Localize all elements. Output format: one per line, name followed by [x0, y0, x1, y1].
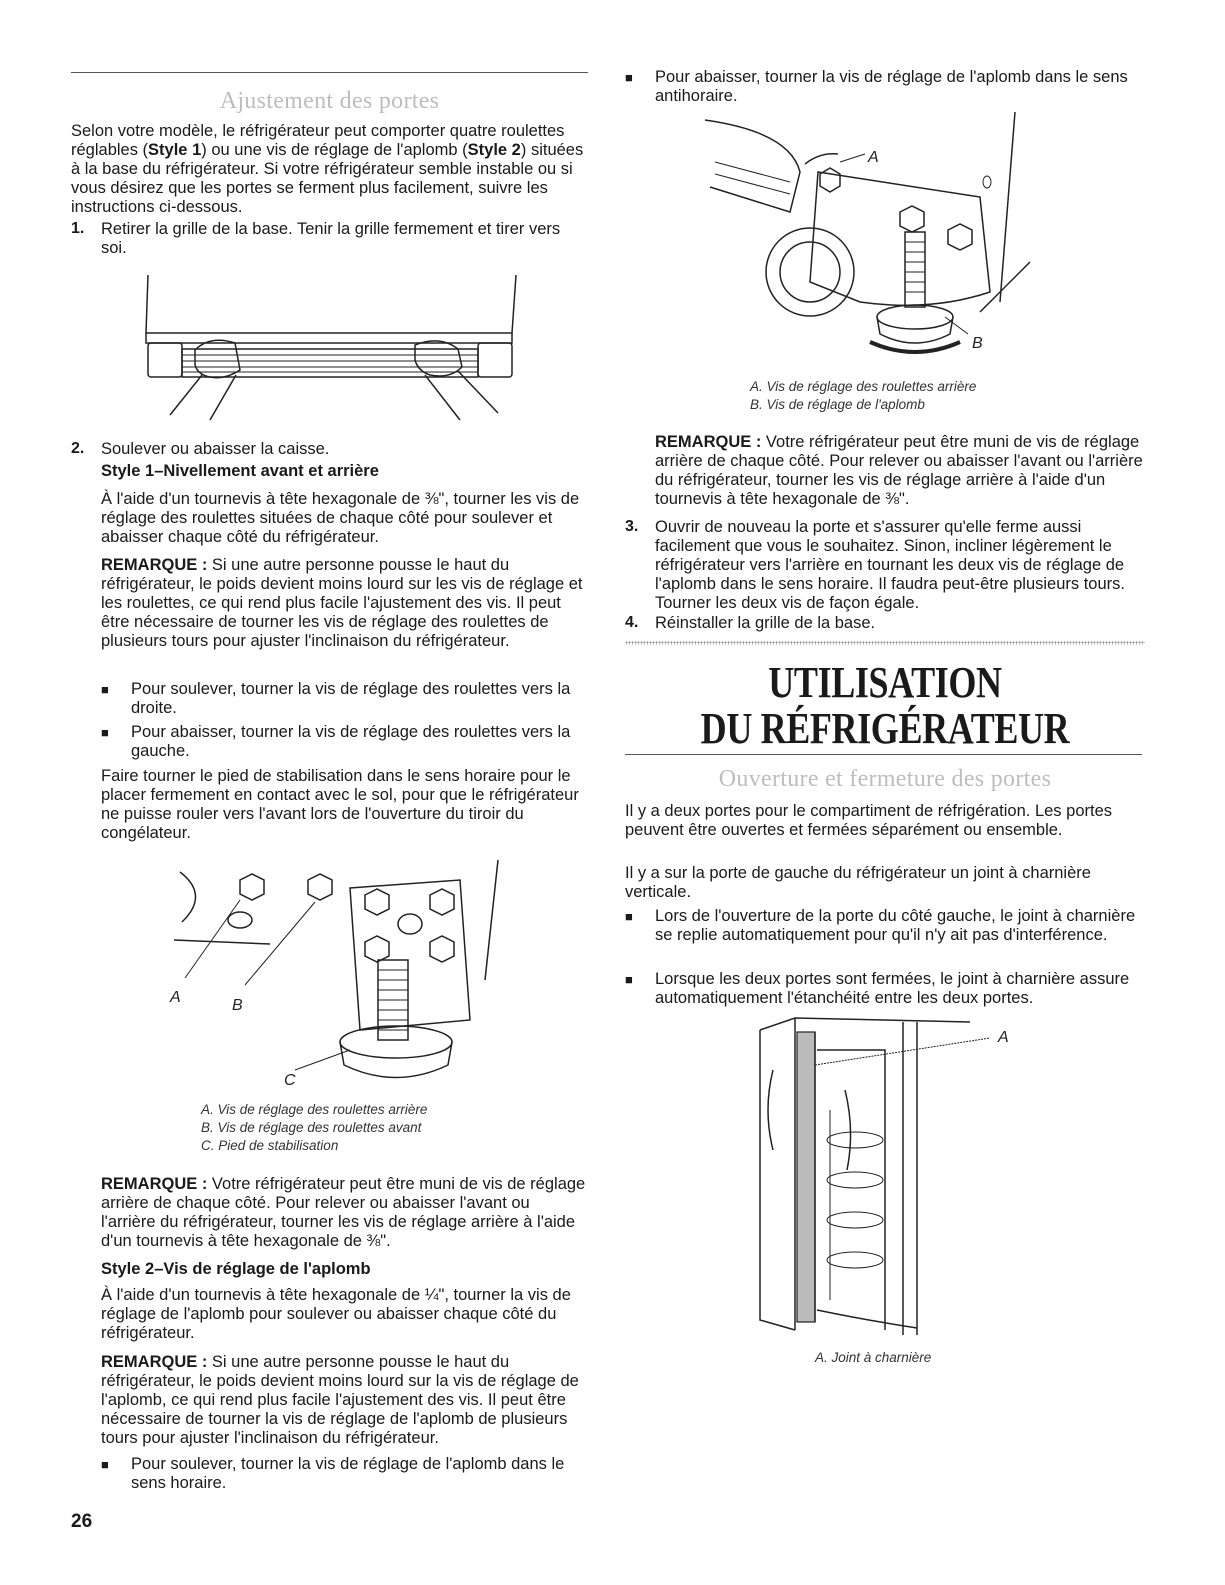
figure-hinged-seal: [755, 1010, 1015, 1340]
page-number: 26: [71, 1511, 93, 1532]
fig3-label-a: A: [868, 149, 879, 166]
style2-heading: Style 2–Vis de réglage de l'aplomb: [101, 1260, 371, 1278]
remark-3: REMARQUE : Si une autre personne pousse le haut du réfrigérateur, le poids devient moins lourd sur la vis de réglage de l'aplomb, ce qui rend plus facile l'ajustement des vis. Il peut être nécessaire de tourner la vis de réglage de l'aplomb de plusieurs tours pour ajuster l'inclinaison du réfrigérateur.: [101, 1353, 579, 1447]
figure-caster-stabilizer: [160, 860, 520, 1090]
fig2-label-c: C: [284, 1072, 296, 1089]
step-1: 1. Retirer la grille de la base. Tenir la grille fermement et tirer vers soi.: [71, 220, 561, 257]
fig2-captions: A. Vis de réglage des roulettes arrière B. Vis de réglage des roulettes avant C. Pied de stabilisation: [201, 1102, 428, 1153]
bullet-lower-casters: ■ Pour abaisser, tourner la vis de réglage des roulettes vers la gauche.: [101, 723, 571, 760]
section-title-door-adjustment: Ajustement des portes: [219, 88, 440, 114]
fig4-caption: A. Joint à charnière: [815, 1350, 932, 1365]
remark-4: REMARQUE : Votre réfrigérateur peut être muni de vis de réglage arrière de chaque côté. Pour relever ou abaisser l'avant ou l'arrière du réfrigérateur, tourner les vis de réglage arrière à l'aide d'un tournevis à tête hexagonale de ⅜".: [655, 433, 1143, 508]
fig3-captions: A. Vis de réglage des roulettes arrière B. Vis de réglage de l'aplomb: [750, 379, 977, 412]
step-3: 3. Ouvrir de nouveau la porte et s'assurer qu'elle ferme aussi facilement que vous le souhaitez. Sinon, incliner légèrement le réfrigérateur vers l'arrière en tournant les deux vis de réglage de l'aplomb dans le sens horaire. Il faudra peut-être plusieurs tours. Tourner les deux vis de façon égale.: [625, 518, 1125, 612]
fig2-label-a: A: [170, 989, 181, 1006]
bullet-seal-folds: ■ Lors de l'ouverture de la porte du côté gauche, le joint à charnière se replie automatiquement pour qu'il n'y ait pas d'interférence.: [625, 907, 1136, 944]
bullet-lower-leveling: ■ Pour abaisser, tourner la vis de réglage de l'aplomb dans le sens antihoraire.: [625, 68, 1128, 105]
intro-paragraph: Selon votre modèle, le réfrigérateur peut comporter quatre roulettes réglables (Style 1) ou une vis de réglage de l'aplomb (Style 2) situées à la base du réfrigérateur. Si votre réfrigérateur semble instable ou si vous désirez que les portes se ferment plus facilement, suivre les instructions ci-dessous.: [71, 122, 584, 216]
bullet-raise-leveling: ■ Pour soulever, tourner la vis de réglage de l'aplomb dans le sens horaire.: [101, 1455, 565, 1492]
top-rule-left: [71, 72, 588, 73]
step-4: 4. Réinstaller la grille de la base.: [625, 614, 876, 632]
remark-2: REMARQUE : Votre réfrigérateur peut être muni de vis de réglage arrière de chaque côté. Pour relever ou abaisser l'avant ou l'arrière du réfrigérateur, tourner les vis de réglage arrière à l'aide d'un tournevis à tête hexagonale de ⅜".: [101, 1175, 586, 1250]
section-separator: [625, 641, 1145, 645]
bullet-seal-closes: ■ Lorsque les deux portes sont fermées, le joint à charnière assure automatiquement l'étanchéité entre les deux portes.: [625, 970, 1130, 1007]
chapter-title-line-1: UTILISATION: [768, 658, 1002, 707]
section-title-door-opening: Ouverture et fermeture des portes: [718, 766, 1052, 792]
style2-text: À l'aide d'un tournevis à tête hexagonale de ¼", tourner la vis de réglage de l'aplomb pour soulever ou abaisser chaque côté du réfrigérateur.: [101, 1286, 571, 1342]
style1-text: À l'aide d'un tournevis à tête hexagonale de ⅜", tourner les vis de réglage des roulettes situées de chaque côté pour soulever et abaisser chaque côté du réfrigérateur.: [101, 490, 580, 546]
fig2-label-b: B: [232, 997, 243, 1014]
stabilizer-paragraph: Faire tourner le pied de stabilisation dans le sens horaire pour le placer fermement en contact avec le sol, pour que le réfrigérateur ne puisse rouler vers l'avant lors de l'ouverture du tiroir du congélateur.: [101, 767, 579, 842]
para-two-doors: Il y a deux portes pour le compartiment de réfrigération. Les portes peuvent être ouvertes et fermées séparément ou ensemble.: [625, 802, 1112, 839]
step-2: 2. Soulever ou abaisser la caisse.: [71, 440, 330, 458]
style1-heading: Style 1–Nivellement avant et arrière: [101, 462, 379, 480]
bullet-raise-casters: ■ Pour soulever, tourner la vis de réglage des roulettes vers la droite.: [101, 680, 571, 717]
fig4-label-a: A: [998, 1029, 1009, 1046]
fig3-label-b: B: [972, 335, 983, 352]
remark-1: REMARQUE : Si une autre personne pousse le haut du réfrigérateur, le poids devient moins lourd sur les vis de réglage et les roulettes, ce qui rend plus facile l'ajustement des vis. Il peut être nécessaire de tourner les vis de réglage des roulettes de plusieurs tours pour ajuster l'inclinaison du réfrigérateur.: [101, 556, 583, 650]
para-hinged-seal: Il y a sur la porte de gauche du réfrigérateur un joint à charnière verticale.: [625, 864, 1091, 901]
chapter-title-line-2: DU RÉFRIGÉRATEUR: [700, 704, 1070, 753]
figure-grille-removal: [140, 275, 520, 430]
rule-right: [625, 754, 1142, 755]
figure-leveling-screw: [700, 112, 1060, 382]
